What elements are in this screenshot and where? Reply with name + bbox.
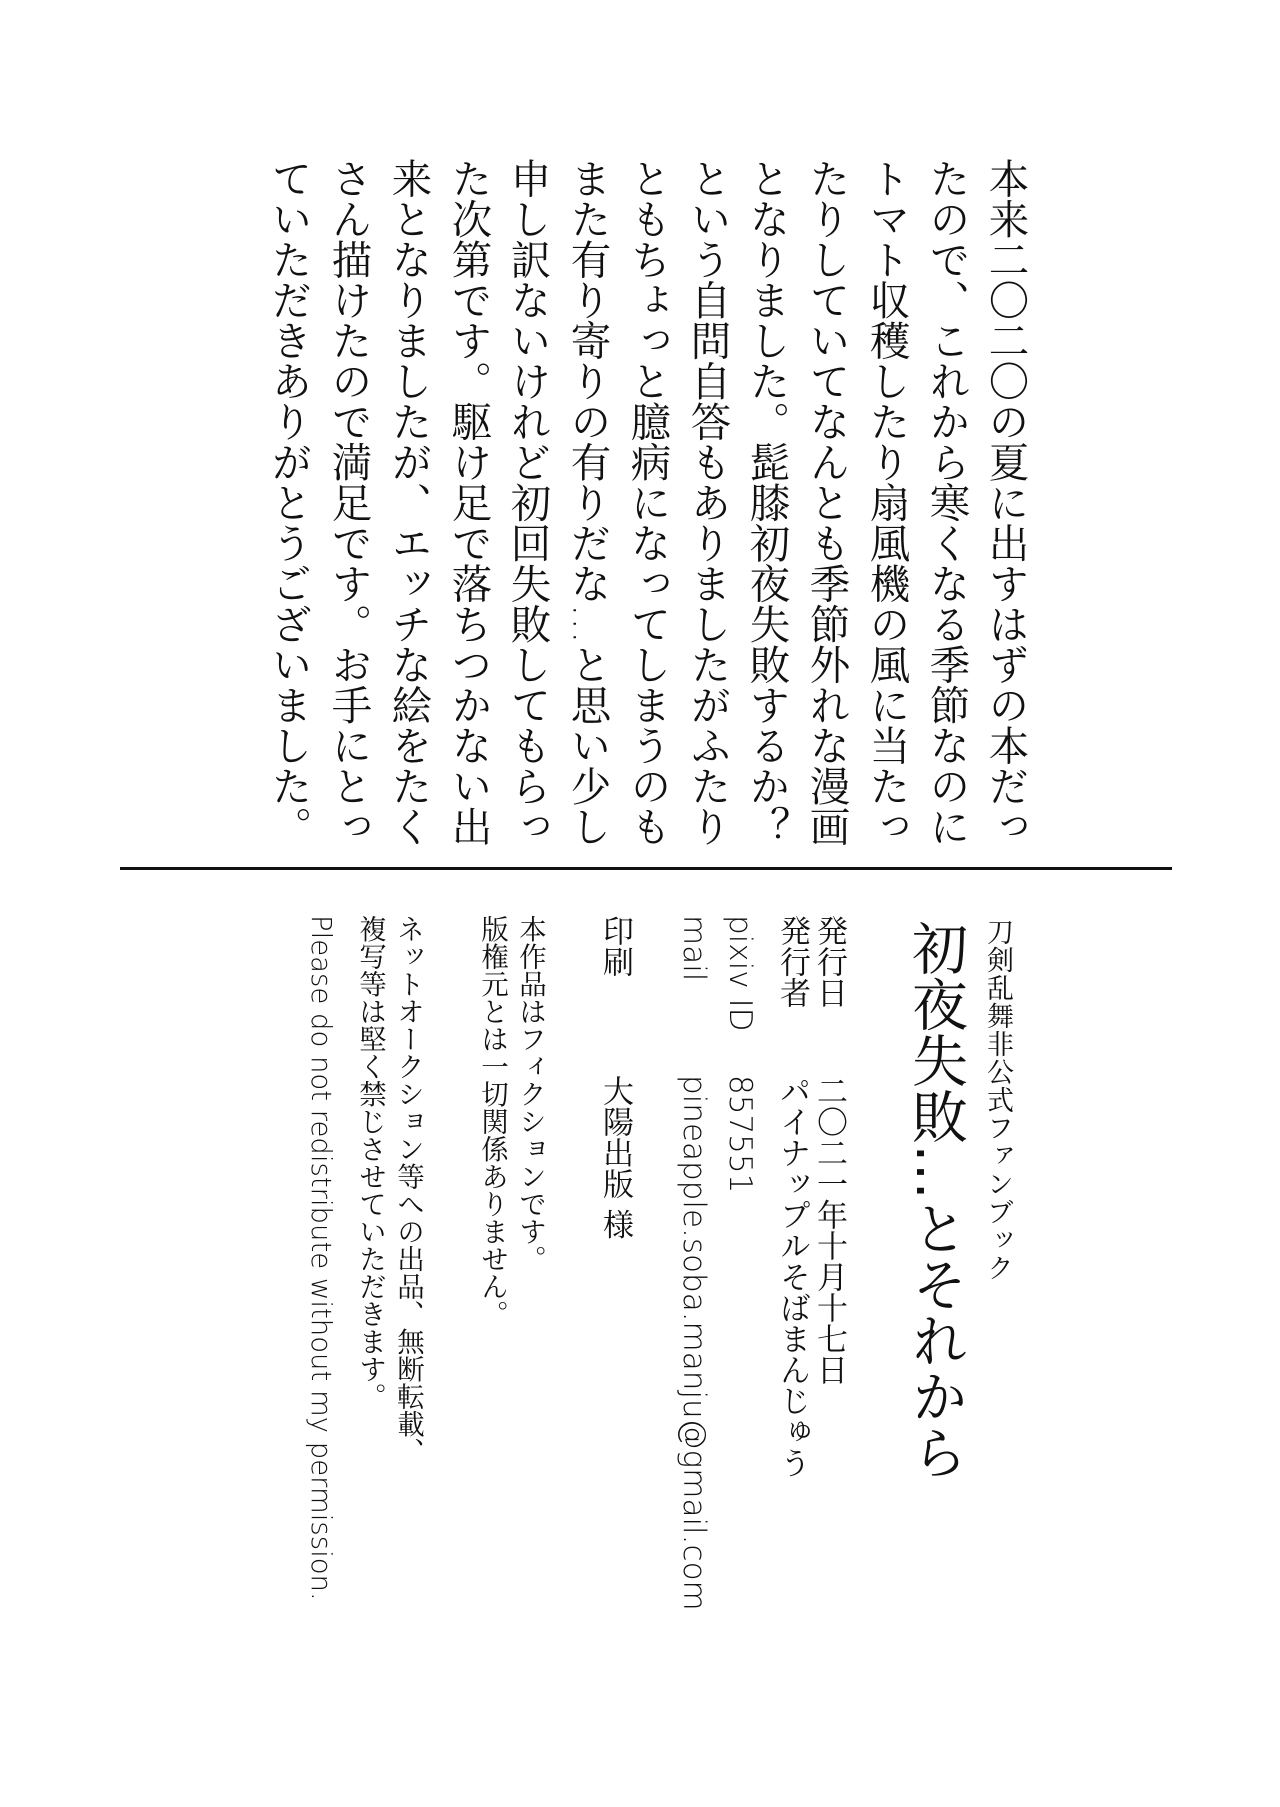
afterword-line: また有り寄りの有りだな…と思い少し <box>563 158 612 847</box>
afterword-line: たので、これから寒くなる季節なのに <box>922 158 971 847</box>
afterword-line: ていただきありがとうございました。 <box>264 158 313 847</box>
afterword-line: トマト収穫したり扇風機の風に当たっ <box>862 158 911 847</box>
afterword-line: という自問自答もありましたがふたり <box>683 158 732 847</box>
mail-value[interactable]: pineapple.soba.manju@gmail.com <box>676 1075 712 1611</box>
pixiv-label: pixiv ID <box>722 915 758 1032</box>
afterword <box>0 0 1280 847</box>
auction-notice: ネットオークション等への出品、無断転載、 <box>392 915 424 1465</box>
section-divider <box>120 867 1172 870</box>
english-notice: Please do not redistribute without my permission. <box>305 915 337 1601</box>
afterword-line: 来となりましたが、エッチな絵をたく <box>384 158 433 847</box>
pixiv-value: 857551 <box>722 1075 758 1194</box>
publisher-value: パイナップルそばまんじゅう <box>774 1075 810 1478</box>
afterword-line: ともちょっと臆病になってしまうのも <box>623 158 672 847</box>
publisher-label: 発行者 <box>774 915 810 1008</box>
rights-notice: 版権元とは一切関係ありません。 <box>476 915 508 1328</box>
afterword-line: た次第です。駆け足で落ちつかない出 <box>444 158 493 847</box>
book-title: 初夜失敗…とそれから <box>903 920 968 1480</box>
afterword-line: さん描けたので満足です。お手にとっ <box>324 158 373 847</box>
printer-value: 大陽出版 様 <box>597 1075 633 1240</box>
auction-notice: 複写等は堅く禁じさせていただきます。 <box>354 915 386 1410</box>
issue-date-value: 二〇二一年十月十七日 <box>811 1075 847 1385</box>
series-label: 刀剣乱舞非公式ファンブック <box>982 918 1013 1282</box>
afterword-line: 申し訳ないけれど初回失敗してもらっ <box>503 158 552 847</box>
mail-label: mail <box>676 915 712 982</box>
afterword-line: 本来二〇二〇の夏に出すはずの本だっ <box>981 158 1030 847</box>
afterword-line: たりしていてなんとも季節外れな漫画 <box>802 158 851 847</box>
printer-label: 印刷 <box>597 915 633 977</box>
issue-date-label: 発行日 <box>811 915 847 1008</box>
fiction-notice: 本作品はフィクションです。 <box>514 915 546 1273</box>
afterword-line: となりました。髭膝初夜失敗するか？ <box>742 158 791 847</box>
